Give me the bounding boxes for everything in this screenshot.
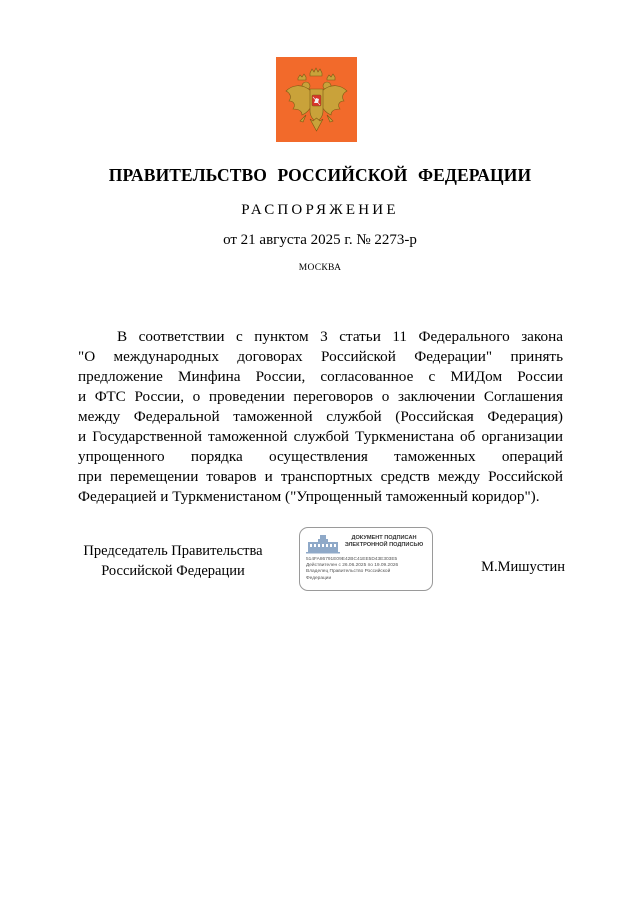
body-line: предложение Минфина России, согласованное с МИДом России	[78, 368, 563, 385]
stamp-header	[338, 535, 430, 549]
body-line: упрощенного порядка осуществления таможенных операций	[78, 448, 563, 465]
body-line: при перемещении товаров и транспортных средств между Российской	[78, 468, 563, 485]
body-line: Федерацией и Туркменистаном ("Упрощенный таможенный коридор").	[78, 488, 540, 505]
stamp-owner: Владелец Правительство Российской	[306, 569, 391, 575]
signatory-name: М.Мишустин	[481, 559, 565, 575]
coat-of-arms-icon	[276, 57, 357, 142]
document-city: МОСКВА	[298, 263, 342, 273]
body-line: "О международных договорах Российской Федерации" принять	[78, 348, 563, 365]
stamp-owner: Федерации	[306, 575, 332, 581]
stamp-details	[306, 557, 430, 582]
government-building-icon	[306, 534, 340, 554]
stamp-header-line: ДОКУМЕНТ ПОДПИСАН	[351, 535, 417, 541]
coat-of-arms-emblem	[276, 57, 357, 142]
electronic-signature-stamp	[299, 527, 433, 591]
signatory-position-line: Председатель Правительства	[83, 543, 263, 559]
signatory-position	[78, 541, 268, 581]
body-line: между Федеральной таможенной службой (Российская Федерация)	[78, 408, 563, 425]
signatory-position-line: Российской Федерации	[101, 563, 245, 579]
document-date-number: от 21 августа 2025 г. № 2273-р	[223, 232, 417, 248]
body-line: В соответствии с пунктом 3 статьи 11 Федерального закона	[117, 328, 563, 345]
document-body	[78, 327, 563, 507]
stamp-certificate: 514FA86791E09E42BC41EE5D43E303E5	[306, 557, 398, 562]
body-line: и ФТС России, о проведении переговоров о заключении Соглашения	[78, 388, 563, 405]
stamp-validity: Действителен с 26.06.2025 по 19.09.2026	[306, 563, 399, 569]
body-line: и Государственной таможенной службой Туркменистана об организации	[78, 428, 563, 445]
government-title: ПРАВИТЕЛЬСТВО РОССИЙСКОЙ ФЕДЕРАЦИИ	[108, 165, 532, 185]
document-type: РАСПОРЯЖЕНИЕ	[241, 202, 399, 218]
stamp-header-line: ЭЛЕКТРОННОЙ ПОДПИСЬЮ	[344, 542, 424, 548]
